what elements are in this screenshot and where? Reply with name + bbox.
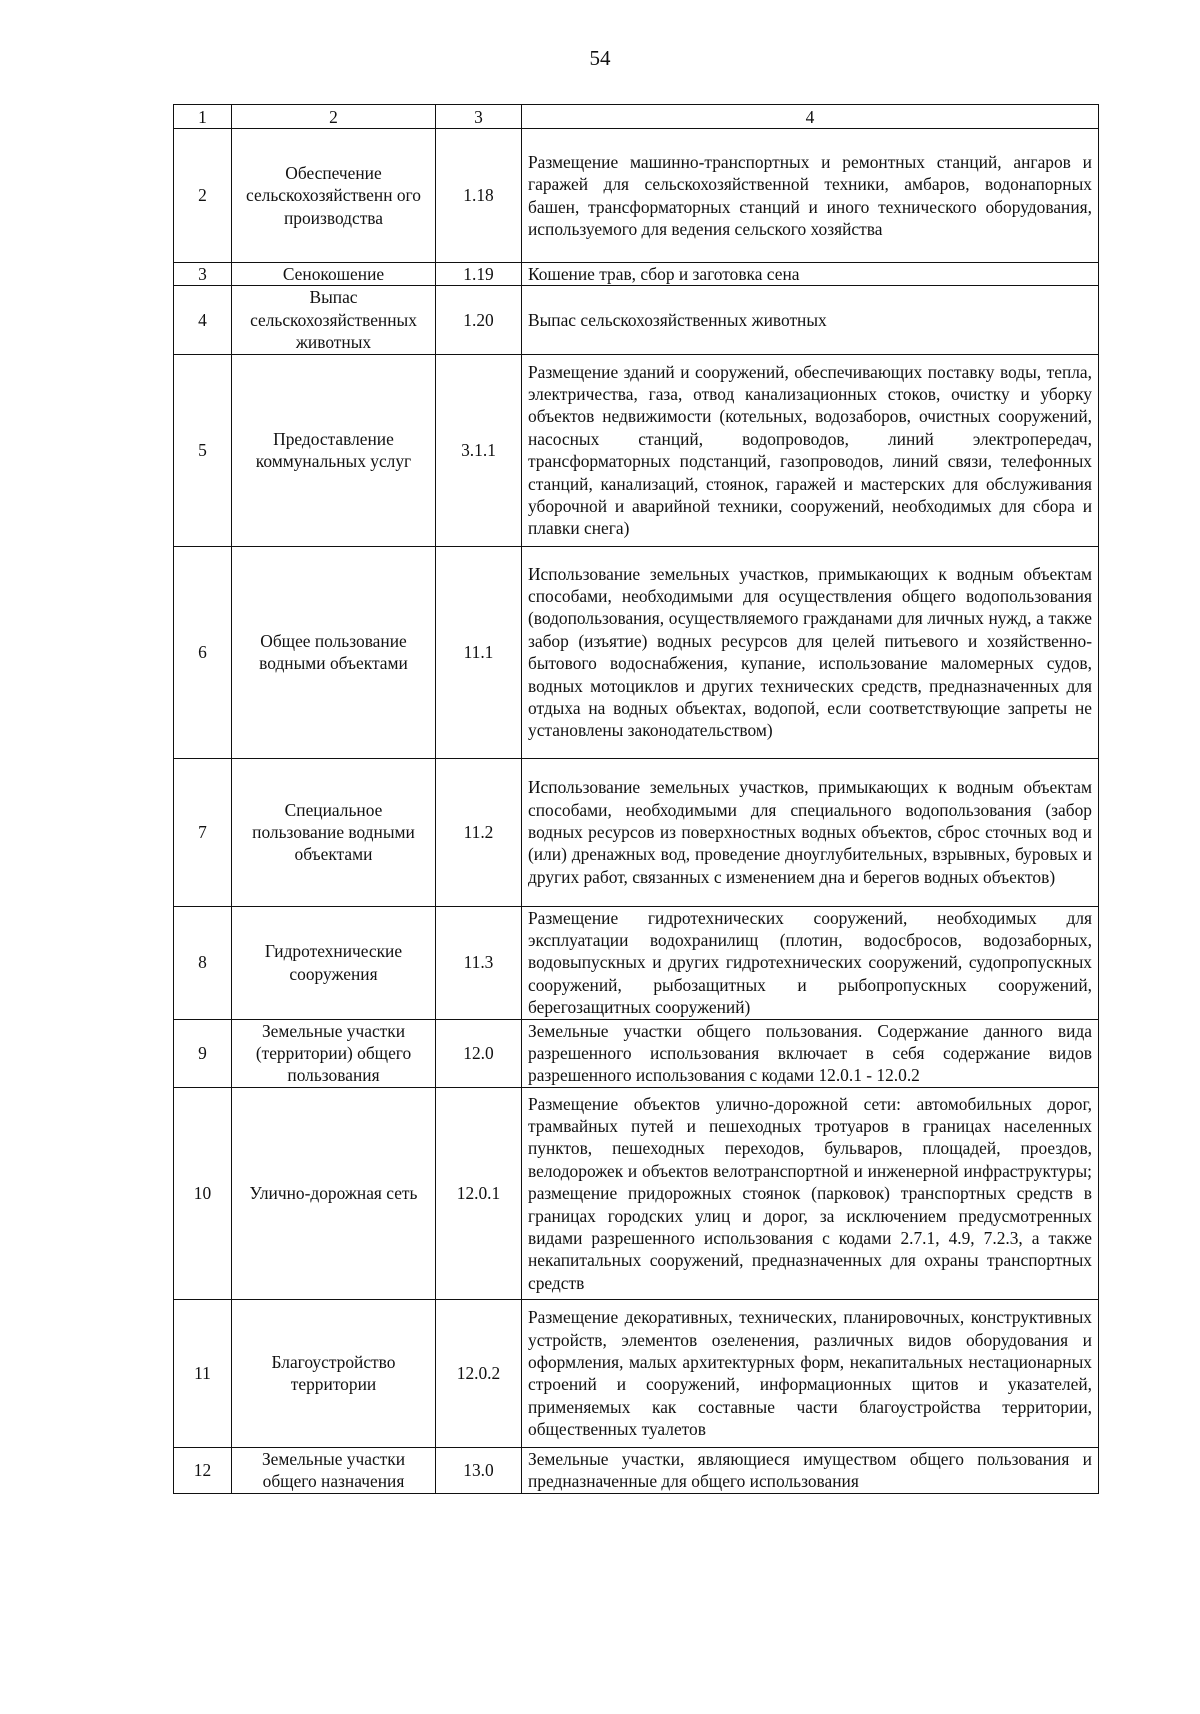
table-header-row [174, 105, 1099, 129]
row-code: 11.1 [436, 546, 522, 758]
row-code: 12.0.2 [436, 1299, 522, 1447]
row-code: 1.18 [436, 129, 522, 263]
page-number: 54 [589, 46, 611, 70]
row-code: 11.2 [436, 758, 522, 906]
table-body [174, 105, 1099, 1494]
table-row [174, 758, 1099, 906]
row-number: 5 [174, 354, 232, 546]
row-number: 2 [174, 129, 232, 263]
row-number: 11 [174, 1299, 232, 1447]
row-name: Обеспечение сельскохозяйственн ого производства [232, 129, 436, 263]
row-number: 3 [174, 263, 232, 286]
row-description: Размещение гидротехнических сооружений, необходимых для эксплуатации водохранилищ (плотин, водосбросов, водозаборных, водовыпускных и других гидротехнических сооружений, судопропускных сооружений, рыбозащитных и рыбопропускных сооружений, берегозащитных сооружений) [522, 906, 1099, 1019]
land-use-table [173, 104, 1099, 1494]
table-row [174, 263, 1099, 286]
row-code: 1.20 [436, 286, 522, 354]
row-name: Благоустройство территории [232, 1299, 436, 1447]
row-number: 6 [174, 546, 232, 758]
row-number: 7 [174, 758, 232, 906]
table-row [174, 1087, 1099, 1299]
row-code: 12.0 [436, 1019, 522, 1087]
row-number: 8 [174, 906, 232, 1019]
row-number: 4 [174, 286, 232, 354]
row-name: Общее пользование водными объектами [232, 546, 436, 758]
row-description: Кошение трав, сбор и заготовка сена [522, 263, 1099, 286]
table-row [174, 1299, 1099, 1447]
row-name: Сенокошение [232, 263, 436, 286]
header-col-4: 4 [522, 105, 1099, 129]
row-name: Предоставление коммунальных услуг [232, 354, 436, 546]
row-description: Размещение зданий и сооружений, обеспечивающих поставку воды, тепла, электричества, газа, отвод канализационных стоков, очистку и уборку объектов недвижимости (котельных, водозаборов, очистных сооружений, насосных станций, водопроводов, линий электропередач, трансформаторных подстанций, газопроводов, линий связи, телефонных станций, канализаций, стоянок, гаражей и мастерских для обслуживания уборочной и аварийной техники, сооружений, необходимых для сбора и плавки снега) [522, 354, 1099, 546]
row-name: Специальное пользование водными объектами [232, 758, 436, 906]
row-description: Размещение машинно-транспортных и ремонтных станций, ангаров и гаражей для сельскохозяйственной техники, амбаров, водонапорных башен, трансформаторных станций и иного технического оборудования, используемого для ведения сельского хозяйства [522, 129, 1099, 263]
row-name: Земельные участки (территории) общего пользования [232, 1019, 436, 1087]
table-row [174, 354, 1099, 546]
row-number: 9 [174, 1019, 232, 1087]
row-description: Использование земельных участков, примыкающих к водным объектам способами, необходимыми для осуществления общего водопользования (водопользования, осуществляемого гражданами для личных нужд, а также забор (изъятие) водных ресурсов для целей питьевого и хозяйственно-бытового водоснабжения, купание, использование маломерных судов, водных мотоциклов и других технических средств, предназначенных для отдыха на водных объектах, водопой, если соответствующие запреты не установлены законодательством) [522, 546, 1099, 758]
row-code: 12.0.1 [436, 1087, 522, 1299]
table-row [174, 286, 1099, 354]
table-row [174, 906, 1099, 1019]
row-number: 12 [174, 1447, 232, 1493]
header-col-2: 2 [232, 105, 436, 129]
header-col-3: 3 [436, 105, 522, 129]
table-row [174, 1019, 1099, 1087]
row-code: 3.1.1 [436, 354, 522, 546]
row-code: 13.0 [436, 1447, 522, 1493]
row-description: Размещение декоративных, технических, планировочных, конструктивных устройств, элементов озеленения, различных видов оборудования и оформления, малых архитектурных форм, некапитальных нестационарных строений и сооружений, информационных щитов и указателей, применяемых как составные части благоустройства территории, общественных туалетов [522, 1299, 1099, 1447]
row-name: Выпас сельскохозяйственных животных [232, 286, 436, 354]
row-description: Выпас сельскохозяйственных животных [522, 286, 1099, 354]
row-code: 11.3 [436, 906, 522, 1019]
header-col-1: 1 [174, 105, 232, 129]
row-number: 10 [174, 1087, 232, 1299]
row-name: Улично-дорожная сеть [232, 1087, 436, 1299]
row-description: Размещение объектов улично-дорожной сети: автомобильных дорог, трамвайных путей и пешеходных тротуаров в границах населенных пунктов, пешеходных переходов, бульваров, площадей, проездов, велодорожек и объектов велотранспортной и инженерной инфраструктуры; размещение придорожных стоянок (парковок) транспортных средств в границах городских улиц и дорог, за исключением предусмотренных видами разрешенного использования с кодами 2.7.1, 4.9, 7.2.3, а также некапитальных сооружений, предназначенных для охраны транспортных средств [522, 1087, 1099, 1299]
row-code: 1.19 [436, 263, 522, 286]
row-description: Использование земельных участков, примыкающих к водным объектам способами, необходимыми для специального водопользования (забор водных ресурсов из поверхностных водных объектов, сброс сточных вод и (или) дренажных вод, проведение дноуглубительных, взрывных, буровых и других работ, связанных с изменением дна и берегов водных объектов) [522, 758, 1099, 906]
row-description: Земельные участки общего пользования. Содержание данного вида разрешенного использования включает в себя содержание видов разрешенного использования с кодами 12.0.1 - 12.0.2 [522, 1019, 1099, 1087]
row-name: Гидротехнические сооружения [232, 906, 436, 1019]
table-row [174, 546, 1099, 758]
table-row [174, 1447, 1099, 1493]
row-name: Земельные участки общего назначения [232, 1447, 436, 1493]
table-row [174, 129, 1099, 263]
row-description: Земельные участки, являющиеся имуществом общего пользования и предназначенные для общего использования [522, 1447, 1099, 1493]
